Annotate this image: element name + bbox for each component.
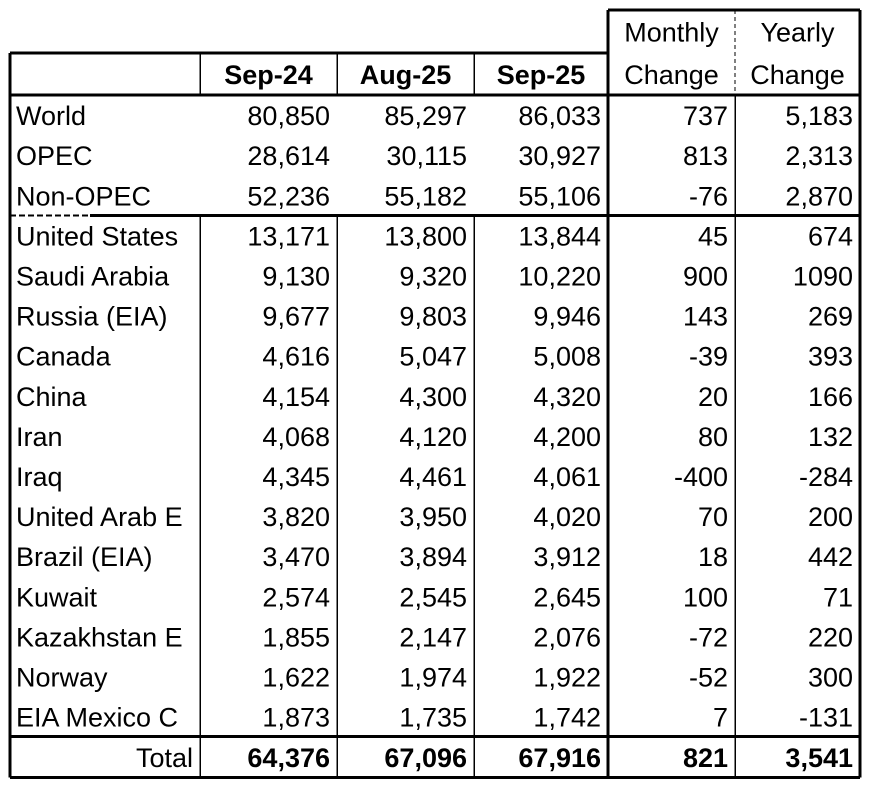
country_rows-value: 9,320 <box>399 261 467 292</box>
total_row-value: 67,916 <box>518 743 601 774</box>
column-header-5: Change <box>750 60 845 90</box>
country_rows-value: 9,130 <box>262 261 330 292</box>
country_rows-value: 300 <box>807 662 853 693</box>
country_rows-value: 4,120 <box>399 421 467 452</box>
country_rows-value: -39 <box>688 341 728 372</box>
summary_rows-value: 5,183 <box>785 101 853 132</box>
summary_rows-value: 737 <box>682 101 728 132</box>
country_rows-value: 1,873 <box>262 702 330 733</box>
total_row-value: 67,096 <box>384 743 467 774</box>
country_rows-value: 442 <box>807 542 853 573</box>
country_rows-label: United Arab E <box>16 502 183 533</box>
country_rows-label: Brazil (EIA) <box>16 542 153 573</box>
country_rows-value: 1090 <box>792 261 853 292</box>
country_rows-value: 7 <box>712 702 728 733</box>
country_rows-value: 5,047 <box>399 341 467 372</box>
country_rows-value: 200 <box>807 502 853 533</box>
country_rows-value: 2,645 <box>533 582 601 613</box>
summary_rows-value: 2,313 <box>785 141 853 172</box>
country_rows-value: 2,076 <box>533 622 601 653</box>
country_rows-value: 4,345 <box>262 461 330 492</box>
country_rows-value: 1,855 <box>262 622 330 653</box>
summary_rows-value: 80,850 <box>247 101 330 132</box>
country_rows-label: Canada <box>16 341 111 372</box>
country_rows-label: Kazakhstan E <box>16 622 183 653</box>
country_rows-value: 1,735 <box>399 702 467 733</box>
country_rows-value: 3,894 <box>399 542 467 573</box>
country_rows-value: 1,922 <box>533 662 601 693</box>
country_rows-value: 4,616 <box>262 341 330 372</box>
country_rows-value: 3,912 <box>533 542 601 573</box>
country_rows-value: -400 <box>673 461 728 492</box>
country_rows-value: 3,820 <box>262 502 330 533</box>
country_rows-value: 900 <box>682 261 728 292</box>
country_rows-value: 269 <box>807 301 853 332</box>
country_rows-value: 674 <box>807 221 853 252</box>
country_rows-value: 71 <box>822 582 853 613</box>
summary_rows-value: 2,870 <box>785 181 853 212</box>
summary_rows-label: OPEC <box>16 141 93 172</box>
country_rows-label: Kuwait <box>16 582 98 613</box>
country_rows-value: 70 <box>697 502 728 533</box>
country_rows-value: 18 <box>697 542 728 573</box>
country_rows-label: Norway <box>16 662 108 693</box>
country_rows-value: 80 <box>697 421 728 452</box>
country_rows-value: 4,068 <box>262 421 330 452</box>
column-header-3: Sep-25 <box>496 60 586 90</box>
summary_rows-label: World <box>16 101 87 132</box>
country_rows-label: Iraq <box>16 461 63 492</box>
country_rows-value: 1,974 <box>399 662 467 693</box>
country_rows-value: -284 <box>798 461 853 492</box>
country_rows-value: 13,844 <box>518 221 601 252</box>
country_rows-value: 3,470 <box>262 542 330 573</box>
country_rows-value: 393 <box>807 341 853 372</box>
country_rows-value: -72 <box>688 622 728 653</box>
country_rows-value: 20 <box>697 381 728 412</box>
country_rows-value: 4,461 <box>399 461 467 492</box>
country_rows-value: 9,946 <box>533 301 601 332</box>
country_rows-value: 4,200 <box>533 421 601 452</box>
country_rows-value: 143 <box>682 301 728 332</box>
total_row-value: 821 <box>682 743 728 774</box>
country_rows-value: 220 <box>807 622 853 653</box>
summary_rows-value: 55,106 <box>518 181 601 212</box>
country_rows-value: 45 <box>697 221 728 252</box>
country_rows-label: Iran <box>16 421 63 452</box>
country_rows-value: 13,171 <box>247 221 330 252</box>
column-header-1: Sep-24 <box>224 60 313 90</box>
header-yearly: Yearly <box>760 17 835 48</box>
country_rows-label: Russia (EIA) <box>16 301 168 332</box>
country_rows-value: 10,220 <box>518 261 601 292</box>
header-monthly: Monthly <box>624 17 719 48</box>
country_rows-value: 4,300 <box>399 381 467 412</box>
summary_rows-value: 30,115 <box>386 141 467 172</box>
country_rows-value: 132 <box>807 421 853 452</box>
country_rows-value: -131 <box>798 702 853 733</box>
country_rows-label: United States <box>16 221 179 252</box>
summary_rows-value: 52,236 <box>247 181 330 212</box>
country_rows-value: 166 <box>807 381 853 412</box>
country_rows-value: 2,147 <box>399 622 467 653</box>
summary_rows-value: 85,297 <box>384 101 467 132</box>
country_rows-label: EIA Mexico C <box>16 702 179 733</box>
total_row-value: 64,376 <box>247 743 330 774</box>
summary_rows-label: Non-OPEC <box>16 181 152 212</box>
country_rows-value: 9,803 <box>399 301 467 332</box>
country_rows-value: 2,545 <box>399 582 467 613</box>
summary_rows-value: 86,033 <box>518 101 601 132</box>
country_rows-value: 9,677 <box>262 301 330 332</box>
summary_rows-value: 30,927 <box>518 141 601 172</box>
country_rows-value: 13,800 <box>384 221 467 252</box>
total_row-value: 3,541 <box>785 743 853 774</box>
country_rows-value: 4,320 <box>533 381 601 412</box>
country_rows-label: China <box>16 381 87 412</box>
summary_rows-value: 813 <box>682 141 728 172</box>
country_rows-value: -52 <box>688 662 728 693</box>
country_rows-value: 1,622 <box>262 662 330 693</box>
table-cells <box>16 18 853 774</box>
country_rows-label: Saudi Arabia <box>16 261 170 292</box>
column-header-4: Change <box>624 60 719 90</box>
country_rows-value: 2,574 <box>262 582 330 613</box>
country_rows-value: 3,950 <box>399 502 467 533</box>
country_rows-value: 1,742 <box>533 702 601 733</box>
country_rows-value: 5,008 <box>533 341 601 372</box>
column-header-2: Aug-25 <box>359 60 452 90</box>
country_rows-value: 4,061 <box>533 461 601 492</box>
country_rows-value: 100 <box>682 582 728 613</box>
summary_rows-value: -76 <box>688 181 728 212</box>
country_rows-value: 4,154 <box>262 381 330 412</box>
summary_rows-value: 28,614 <box>247 141 330 172</box>
total_row-label: Total <box>135 743 193 774</box>
country_rows-value: 4,020 <box>533 502 601 533</box>
summary_rows-value: 55,182 <box>384 181 467 212</box>
